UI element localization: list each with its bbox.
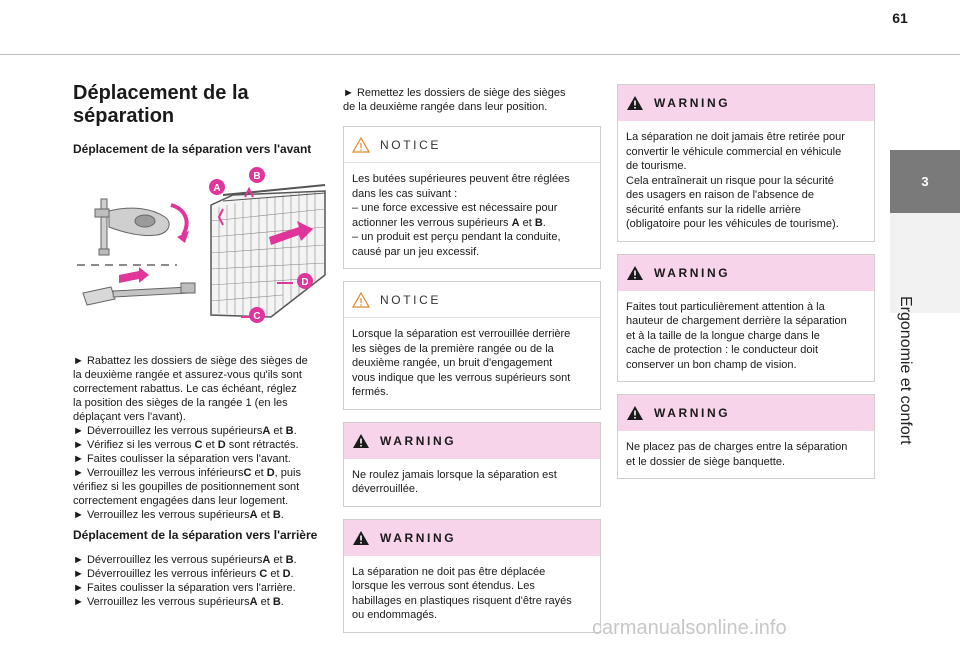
list-item: ► Faites coulisser la séparation vers l'arrière. <box>73 582 296 594</box>
page-number: 61 <box>892 10 908 26</box>
warning-label: WARNING <box>654 96 731 110</box>
notice-label: NOTICE <box>380 137 441 152</box>
chapter-tab[interactable]: 3 <box>890 150 960 213</box>
heading-front: Déplacement de la séparation vers l'avant <box>73 142 312 156</box>
marker-a: A <box>213 183 221 194</box>
warning-label: WARNING <box>380 530 457 545</box>
warning-box-4: WARNING Faites tout particulièrement attention à la hauteur de chargement derrière la séparation et à la taille de la longue charge dans le cache de protection : le conducteur doit conserver un bon champ de vision. <box>617 254 875 383</box>
warning-box-5: WARNING Ne placez pas de charges entre la séparation et le dossier de siège banquette. <box>617 394 875 479</box>
list-item: ► Déverrouillez les verrous supérieursA et B. <box>73 425 297 437</box>
marker-c: C <box>253 311 261 322</box>
rear-steps <box>73 553 327 609</box>
page-title: Déplacement de la séparation <box>73 82 249 127</box>
chapter-title: Ergonomie et confort <box>897 295 914 445</box>
intro-step: ► Remettez les dossiers de siège des sièges de la deuxième rangée dans leur position. <box>343 87 566 113</box>
marker-b: B <box>253 171 261 182</box>
header-rule <box>0 54 960 55</box>
marker-d: D <box>301 277 309 288</box>
warning-box-1: WARNING Ne roulez jamais lorsque la séparation est déverrouillée. <box>343 422 601 507</box>
warning-icon <box>352 433 370 449</box>
warning-box-2: WARNING La séparation ne doit pas être déplacée lorsque les verrous sont étendus. Les habillages en plastiques risquent d'être rayés ou endommagés. <box>343 519 601 633</box>
column-2 <box>343 86 601 633</box>
heading-rear: Déplacement de la séparation vers l'arrière <box>73 528 318 542</box>
watermark: carmanualsonline.info <box>592 617 787 639</box>
front-steps: ► Rabattez les dossiers de siège des sièges de la deuxième rangée et assurez-vous qu'ils sont correctement rabattus. Le cas échéant, réglez la position des sièges de la rangée 1 (en les déplaçant vers l'avant). ► Déverrouillez les verrous supérieursA et B. ► Vérifiez si les verrous C et D sont rétractés. ► Faites coulisser la séparation vers l'avant. ► Verrouillez les verrous inférieursC et D, puis vérifiez si les goupilles de positionnement sont correctement engagées dans leur logement. ► Verrouillez les verrous supérieursA et B. <box>73 354 327 522</box>
warning-label: WARNING <box>654 265 731 280</box>
notice-box-2: NOTICE Lorsque la séparation est verrouillée derrière les sièges de la première rangée ou de la deuxième rangée, un bruit d'engagement vous indique que les verrous supérieurs sont fermés. <box>343 281 601 410</box>
warning-label: WARNING <box>654 406 731 420</box>
notice-label: NOTICE <box>380 292 441 307</box>
warning-label: WARNING <box>380 433 457 448</box>
list-item: ► Verrouillez les verrous supérieursA et B. <box>73 596 284 608</box>
caution-icon <box>352 137 370 153</box>
notice-box-1: NOTICE Les butées supérieures peuvent être réglées dans les cas suivant : – une force excessive est nécessaire pour actionner les verrous supérieurs A et B. – un produit est perçu pendant la conduite, causé par un jeu excessif. <box>343 126 601 269</box>
warning-box-3: WARNING La séparation ne doit jamais être retirée pour convertir le véhicule commercial en véhicule de tourisme. Cela entraînerait un risque pour la sécurité des usagers en raison de l'absence de sécurité enfants sur la ridelle arrière (obligatoire pour les véhicules de tourisme). <box>617 84 875 242</box>
warning-icon <box>352 530 370 546</box>
column-3 <box>617 84 875 479</box>
warning-icon <box>626 95 644 111</box>
list-item: ► Verrouillez les verrous inférieursC et D, puis <box>73 467 301 479</box>
warning-icon <box>626 405 644 421</box>
caution-icon <box>352 292 370 308</box>
list-item: ► Verrouillez les verrous supérieursA et B. <box>73 509 284 521</box>
list-item: ► Vérifiez si les verrous C et D sont rétractés. <box>73 439 299 451</box>
warning-icon <box>626 265 644 281</box>
list-item: ► Faites coulisser la séparation vers l'avant. <box>73 453 291 465</box>
partition-figure <box>73 165 327 345</box>
list-item: ► Déverrouillez les verrous supérieursA et B. <box>73 554 297 566</box>
list-item: ► Déverrouillez les verrous inférieurs C et D. <box>73 568 294 580</box>
column-1 <box>73 82 327 609</box>
